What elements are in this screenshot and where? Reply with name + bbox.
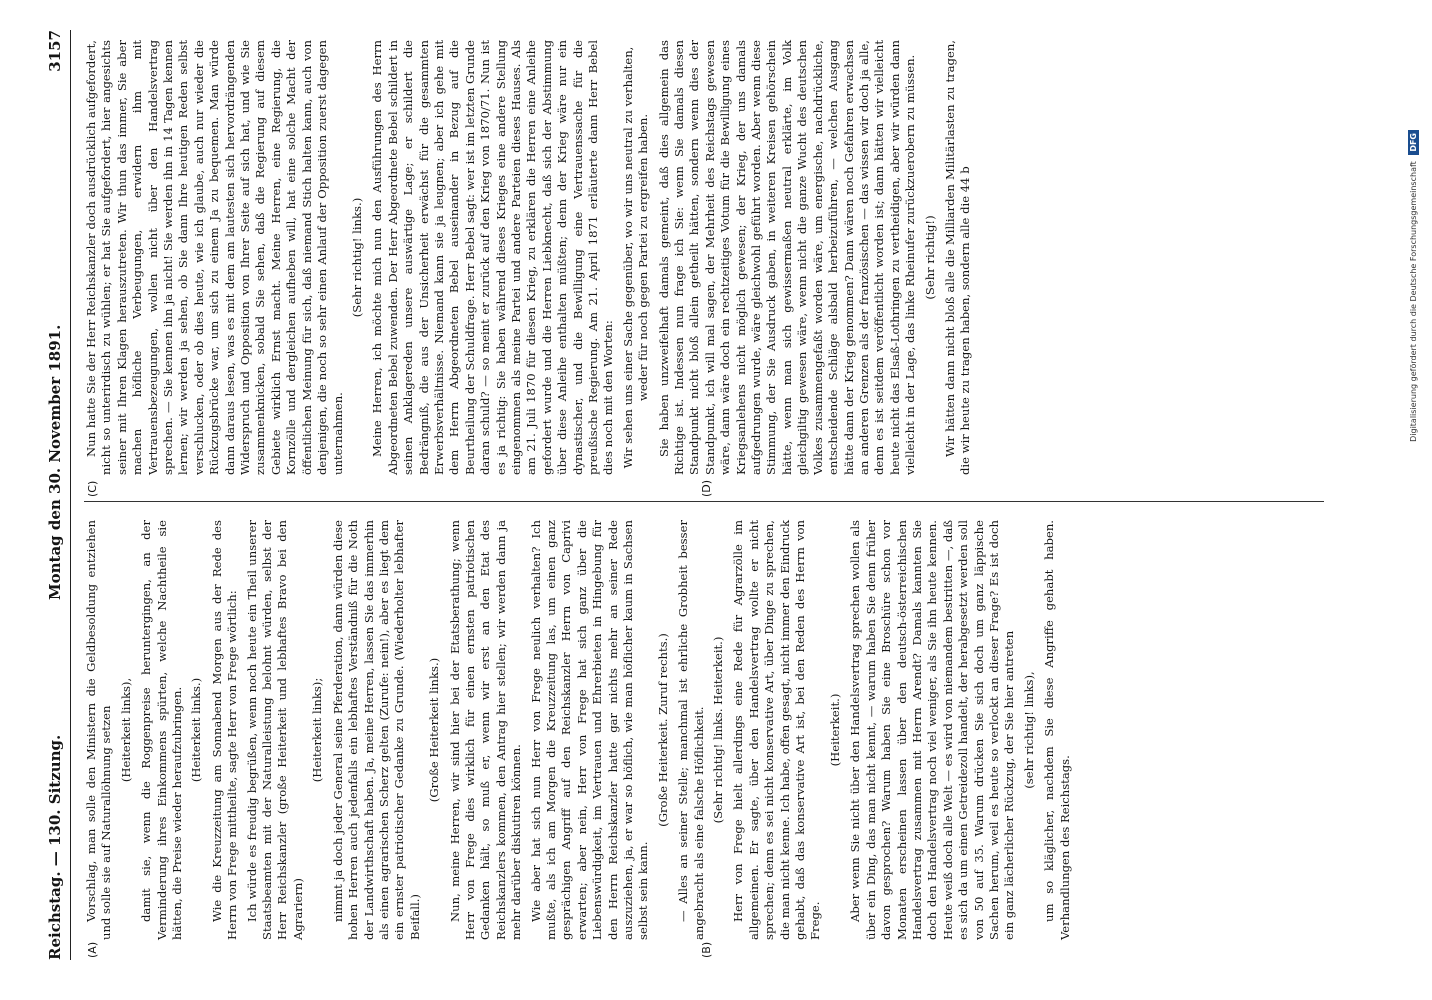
paragraph: Nun, meine Herren, wir sind hier bei der Etatsberathung; wenn Herr von Frege dies wirklich für einen ernsten patriotischen Gedanken hält, so muß er, wenn wir erst an den Etat des Reichskanzlers kommen, den Antrag hier stellen; wir werden dann ja mehr darüber diskutiren können. [447, 520, 524, 940]
paragraph: Nun hatte Sie der Herr Reichskanzler doch ausdrücklich aufgefordert, nicht so unterirdisch zu wühlen; er hat Sie aufgefordert, hier angesichts seiner mit Ihren Klagen herauszutreten. Wir thun das immer, Sie aber machen höfliche Verbeugungen, erwidern ihm mit Vertrauensbezeugungen, wollen nicht über den Handelsvertrag sprechen. — Sie kennen ihn ja nicht! Sie werden ihn in 14 Tagen kennen lernen; wir werden ja sehen, ob Sie dann Ihre heutigen Reden selbst verschlucken, oder ob dies heute, wie ich glaube, auch nur wieder die Rückzugsbrücke war, um sich zu einem Ja zu bequemen. Man würde dann daraus lesen, was es mit dem am lautesten sich hervordrängenden Widerspruch und Opposition von Ihrer Seite auf sich hat, und wie Sie zusammenknicken, sobald Sie sehen, daß die Regierung auf diesem Gebiete wirklich Ernst macht. Meine Herren, eine Regierung, die Kornzölle und dergleichen aufheben will, hat eine solche Macht der öffentlichen Meinung für sich, daß niemand Stich halten kann, auch von denjenigen, die noch so sehr einen Anlauf der Opposition zuerst dagegen unternahmen. [84, 40, 345, 475]
interjection: (Sehr richtig! links. Heiterkeit.) [711, 636, 726, 824]
page-number: 3157 [46, 30, 64, 72]
paragraph: damit sie, wenn die Roggenpreise heruntergingen, an der Verminderung ihres Einkommens spürten, welche Nachtheile sie hätten, die Preise wieder heraufzubringen. [139, 520, 185, 940]
dfg-logo: DFG [1408, 130, 1419, 155]
header-date: Montag den 30. November 1891. [46, 324, 64, 600]
margin-mark-a: (A) [86, 941, 99, 958]
interjection: (Heiterkeit links); [310, 677, 325, 783]
paragraph: Ich würde es freudig begrüßen, wenn noch heute ein Theil unserer Staatsbeamten mit der Naturalleistung belohnt würden, selbst der Herr Reichskanzler (große Heiterkeit und lebhaftes Bravo bei den Agrariern) [244, 520, 305, 940]
interjection: (Heiterkeit links), [118, 677, 133, 783]
interjection: Wir sehen uns einer Sache gegenüber, wo wir uns neutral zu verhalten, weder für noch gegen Partei zu ergreifen haben. [620, 46, 651, 469]
paragraph: Vorschlag, man solle den Ministern die Geldbesoldung entziehen und solle sie auf Naturallöhnung setzen [84, 520, 114, 940]
paragraph: Aber wenn Sie nicht über den Handelsvertrag sprechen wollen als über ein Ding, das man nicht kennt, — warum haben Sie denn früher davon gesprochen? Warum haben Sie eine Broschüre schon vor Monaten erscheinen lassen über den deutsch-österreichischen Handelsvertrag zusammen mit Herrn Arendt? Damals kannten Sie doch den Handelsvertrag noch viel weniger, als Sie ihn heute kennen. Heute weiß doch alle Welt — es wird von niemandem bestritten —, daß es sich da um einen Getreidezoll handelt, der herabgesetzt werden soll von 50 auf 35. Warum drücken Sie sich doch um ganz läppische Sachen herum, weil es heute so verlockt an dieser Frage? Es ist doch ein ganz lächerlicher Rückzug, der Sie hier antreten [848, 520, 1017, 940]
paragraph: nimmt ja doch jeder General seine Pferderation, dann würden diese hohen Herren auch jedenfalls ein lebhaftes Verständniß für die Noth der Landwirthschaft haben. Ja, meine Herren, lassen Sie das immerhin als einen agrarischen Scherz gelten (Zurufe: nein!), aber es liegt dem ein ernster patriotischer Gedanke zu Grunde. (Wiederholter lebhafter Beifall.) [330, 520, 422, 940]
right-column [84, 40, 978, 475]
interjection: (Große Heiterkeit. Zuruf rechts.) [655, 633, 670, 827]
paragraph: Wie die Kreuzzeitung am Sonnabend Morgen aus der Rede des Herrn von Frege mittheilte, sagte Herr von Frege wörtlich: [209, 520, 240, 940]
interjection: (Heiterkeit.) [827, 693, 842, 767]
paragraph: Sie haben unzweifelhaft damals gemeint, daß dies allgemein das Richtige ist. Indessen nun frage ich Sie: wenn Sie damals diesen Standpunkt nicht bloß allein getheilt hätten, sondern wenn dies der Standpunkt, ich will mal sagen, der Mehrheit des Reichstags gewesen wäre, dann wäre doch ein rechtzeitiges Votum für die Bewilligung eines Kriegsanlehens nicht möglich gewesen; der Krieg, der uns damals aufgedrungen wurde, wäre gleichwohl geführt worden. Aber wenn diese Stimmung, der Sie Ausdruck gaben, in weiteren Kreisen gehörschein hätte, wenn man sich gewissermaßen neutral erklärte, im Volk gleichgiltig gewesen wäre, wenn nicht die ganze Wucht des deutschen Volkes zusammengefaßt worden wäre, um energische, nachdrückliche, entscheidende Schläge alsbald herbeizuführen, — welchen Ausgang hätte dann der Krieg genommen? Dann wären noch Gefahren erwachsen an anderen Grenzen als der französischen — das wissen wir doch ja alle, denn es ist seitdem veröffentlicht worden ist; dann hätten wir vielleicht heute nicht das Elsaß-Lothringen zu vertheidigen, aber wir würden dann vielleicht in der Lage, das linke Rheinufer zurückzuerobern zu müssen. [656, 40, 918, 475]
interjection: (Sehr richtig!) [922, 215, 937, 300]
paragraph: Meine Herren, ich möchte mich nun den Ausführungen des Herrn Abgeordneten Bebel zuwenden. Der Herr Abgeordnete Bebel schildert in seinen Anklagereden unsere auswärtige Lage; er schildert die Bedrängniß, die aus der Unsicherheit erwächst für die gesammten Erwerbsverhältnisse. Niemand kann sie ja leugnen; aber ich gehe mit dem Herrn Abgeordneten Bebel auseinander in Bezug auf die Beurtheilung der Schuldfrage. Herr Bebel sagt: wer ist im letzten Grunde daran schuld? — so meint er zurück auf den Krieg von 1870/71. Nun ist es ja richtig: Sie haben während dieses Krieges eine andere Stellung eingenommen als meine Partei und andere Parteien dieses Hauses. Als am 21. Juli 1870 für diesen Krieg, zu erklären die Herren eine Anleihe gefordert wurde und die Herren Liebknecht, daß sich der Abstimmung über diese Anleihe enthalten müßten; denn der Krieg wäre nur ein dynastischer, und die Bewilligung eine Vertrauenssache für die preußische Regierung. Am 21. April 1871 erläuterte dann Herr Bebel dies noch mit den Worten: [370, 39, 616, 475]
margin-mark-b: (B) [700, 941, 713, 958]
page-header [40, 30, 71, 960]
digitization-credit [1408, 130, 1419, 850]
paragraph: um so kläglicher, nachdem Sie diese Angriffe gehabt haben. Verhandlungen des Reichstags. [1042, 520, 1072, 940]
interjection: (Heiterkeit links.) [189, 677, 204, 783]
interjection: (Sehr richtig! links.) [349, 197, 364, 318]
paragraph: — Alles an seiner Stelle; manchmal ist ehrliche Grobheit besser angebracht als eine falsche Höflichkeit. [676, 520, 706, 940]
paragraph: Herr von Frege hielt allerdings eine Rede für Agrarzölle im allgemeinen. Er sagte, über den Handelsvertrag wollte er nicht sprechen; denn es sei nicht konservative Art, über Dinge zu sprechen, die man nicht kenne. Ich habe, offen gesagt, nicht immer den Eindruck gehabt, daß das konservative Art ist, bei den Reden des Herrn von Frege. [731, 520, 823, 940]
credit-text: Digitalisierung gefördert durch die Deutsche Forschungsgemeinschaft [1409, 161, 1418, 442]
interjection: (Große Heiterkeit links.) [427, 657, 442, 803]
paragraph: Wie aber hat sich nun Herr von Frege neulich verhalten? Ich mußte, als ich am Morgen die Kreuzzeitung las, um einen ganz gesprächigen Angriff auf den Reichskanzler Herrn von Caprivi erwarten; aber nein, Herr von Frege hat sich ganz über die Liebenswürdigkeit, im Vertrauen und Ehrerbieten in Hingebung für den Herrn Reichskanzler hatte gar nichts mehr an seiner Rede auszuziehen, ja, er war so höflich, wie man höflicher kaum in Sachsen selbst sein kann. [528, 520, 651, 940]
header-left: Reichstag. — 130. Sitzung. [46, 734, 64, 960]
margin-mark-d: (D) [700, 479, 713, 497]
left-column [84, 520, 1077, 940]
column-divider [84, 501, 1324, 502]
interjection: (sehr richtig! links), [1021, 671, 1036, 789]
paragraph: Wir hätten dann nicht bloß alle die Milliarden Militärlasten zu tragen, die wir heute zu tragen haben, sondern alle die 44 b [942, 40, 973, 475]
margin-mark-c: (C) [86, 480, 99, 497]
